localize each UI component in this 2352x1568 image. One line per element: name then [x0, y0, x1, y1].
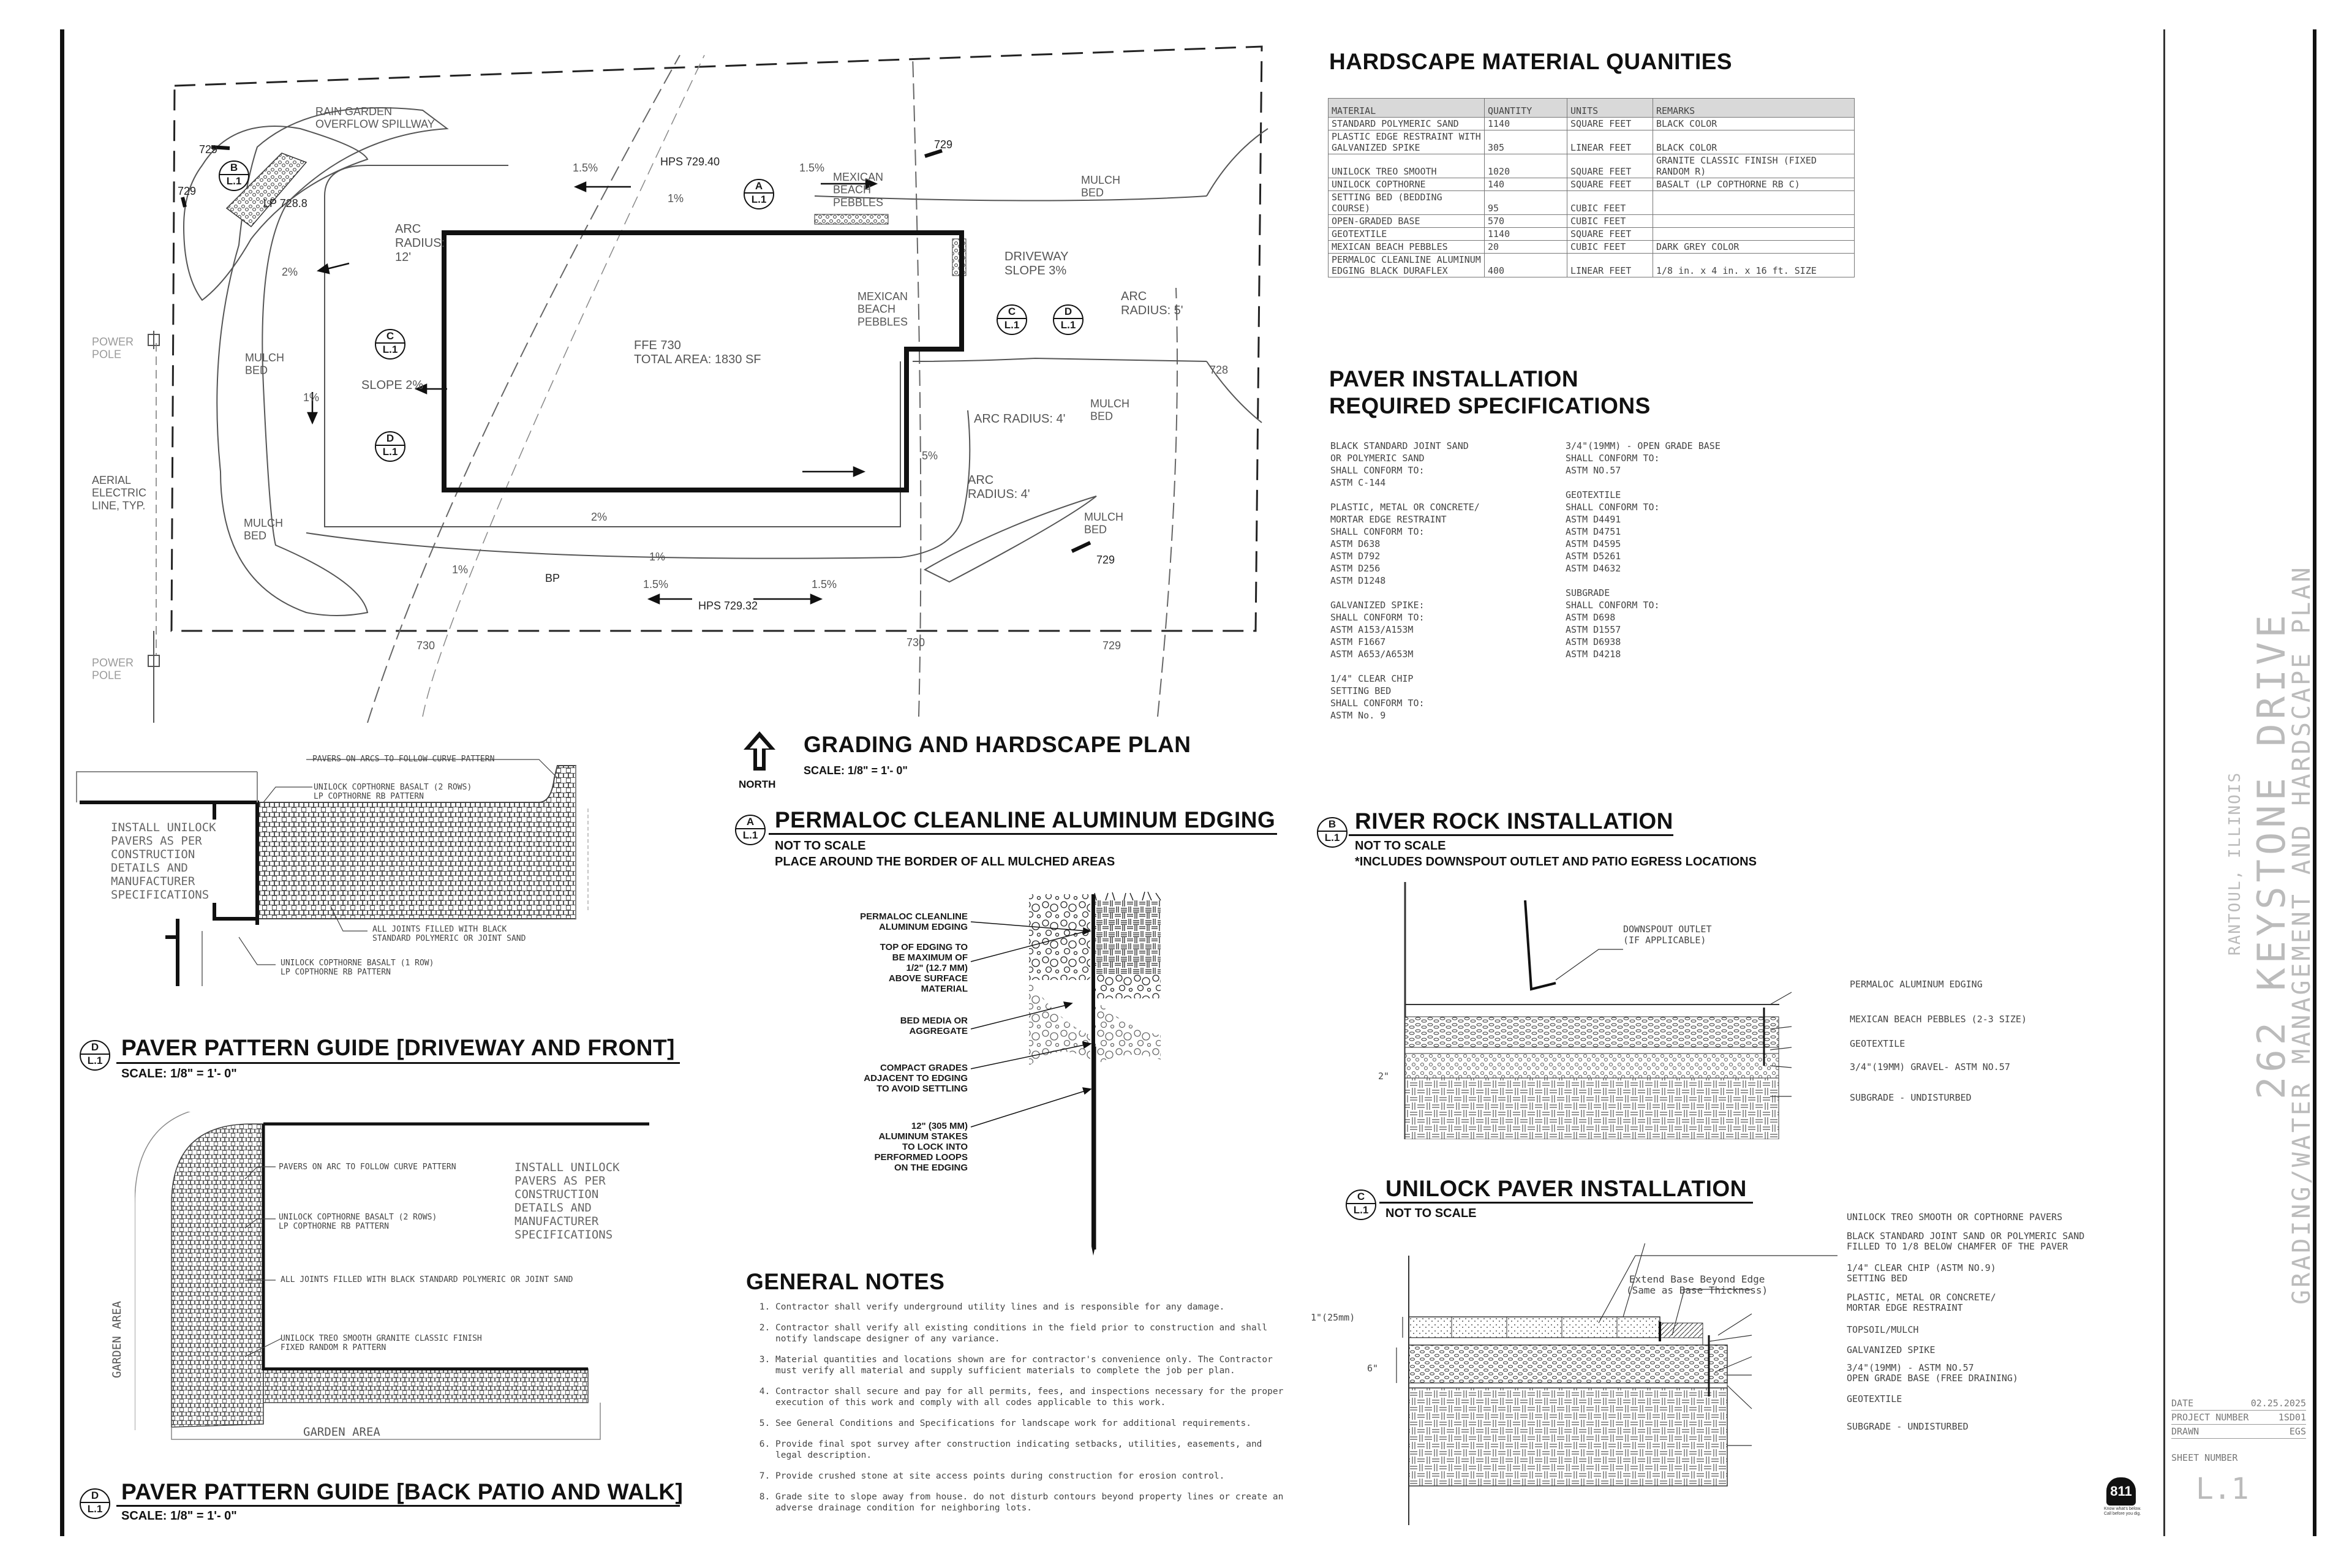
label-729-d: 729 [1096, 554, 1115, 566]
d2-callout-1: PAVERS ON ARC TO FOLLOW CURVE PATTERN [279, 1163, 456, 1172]
th-remarks: REMARKS [1653, 99, 1855, 118]
bubble-b-plan[interactable]: B L.1 [219, 160, 249, 191]
table-cell: 570 [1485, 215, 1567, 228]
pebble-strip-top [815, 214, 888, 224]
table-row [1329, 241, 1855, 254]
materials-table [1328, 98, 1855, 277]
detail-a-callout-2: TOP OF EDGING TO BE MAXIMUM OF 1/2" (12.7 MM) ABOVE SURFACE MATERIAL [880, 942, 968, 994]
label-728: 728 [1210, 364, 1229, 376]
detail-b-dim: 2" [1378, 1071, 1390, 1082]
driveway-edge-bottom [913, 358, 1207, 361]
list-item: 7. Provide crushed stone at site access points during construction for erosion control. [775, 1471, 1292, 1482]
d1-scale: SCALE: 1/8" = 1'- 0" [121, 1067, 237, 1080]
table-row [1329, 118, 1855, 130]
detail-c-dim1: 1"(25mm) [1311, 1312, 1355, 1323]
label-729-a: 729 [199, 143, 218, 156]
north-label: NORTH [739, 778, 776, 790]
d1-callout-3: ALL JOINTS FILLED WITH BLACK STANDARD POLYMERIC OR JOINT SAND [372, 925, 526, 943]
detail-c-callout-2: BLACK STANDARD JOINT SAND OR POLYMERIC SAND FILLED TO 1/8 BELOW CHAMFER OF THE PAVER [1847, 1231, 2085, 1252]
contour-730c [423, 55, 704, 717]
label-power-pole-1: POWER POLE [92, 336, 134, 361]
label-hps-top: HPS 729.40 [660, 156, 720, 168]
label-mulch-5: MULCH BED [244, 517, 284, 542]
d1-callout-2: UNILOCK COPTHORNE BASALT (2 ROWS) LP COPTHORNE RB PATTERN [314, 783, 472, 801]
label-1-a: 1% [668, 192, 684, 205]
walk-bottom [306, 410, 970, 559]
d2-scale: SCALE: 1/8" = 1'- 0" [121, 1509, 237, 1523]
d2-callout-3: ALL JOINTS FILLED WITH BLACK STANDARD POLYMERIC OR JOINT SAND [281, 1275, 573, 1284]
table-cell: SQUARE FEET [1567, 228, 1653, 241]
detail-b-downspout: DOWNSPOUT OUTLET (IF APPLICABLE) [1623, 924, 1712, 946]
detail-b-callout-5: SUBGRADE - UNDISTURBED [1850, 1092, 1972, 1103]
label-729-c: 729 [934, 138, 953, 151]
d1-title: PAVER PATTERN GUIDE [DRIVEWAY AND FRONT] [121, 1035, 675, 1060]
detail-c-callout-1: UNILOCK TREO SMOOTH OR COPTHORNE PAVERS [1847, 1212, 2063, 1223]
th-units: UNITS [1567, 99, 1653, 118]
bubble-c-plan-2[interactable]: C L.1 [997, 304, 1027, 335]
bubble-b[interactable]: B L.1 [1317, 817, 1348, 848]
table-cell: GRANITE CLASSIC FINISH (FIXED RANDOM R) [1653, 154, 1855, 178]
list-item: 4. Contractor shall secure and pay for all permits, fees, and inspections necessary for the proper execution of this work and comply with all codes applicable to this work. [775, 1386, 1292, 1408]
table-cell: CUBIC FEET [1567, 191, 1653, 215]
label-pebbles-mid: MEXICAN BEACH PEBBLES [858, 290, 908, 328]
label-pebbles-top: MEXICAN BEACH PEBBLES [833, 171, 884, 209]
detail-c-title: UNILOCK PAVER INSTALLATION [1385, 1176, 1747, 1201]
bubble-d-plan-1[interactable]: D L.1 [375, 431, 405, 462]
table-cell: LINEAR FEET [1567, 130, 1653, 154]
sheet-number: L.1 [2196, 1472, 2249, 1506]
detail-b-callout-1: PERMALOC ALUMINUM EDGING [1850, 979, 1983, 990]
label-15-d: 1.5% [812, 578, 837, 590]
table-cell: SQUARE FEET [1567, 118, 1653, 130]
table-cell [1653, 228, 1855, 241]
list-item: 3. Material quantities and locations shown are for contractor's convenience only. The Contractor must verify all material and supply sufficient materials to complete the job per plan. [775, 1354, 1292, 1376]
list-item: 2. Contractor shall verify all existing conditions in the field prior to construction and shall notify landscape designer of any variance. [775, 1322, 1292, 1344]
table-cell: BASALT (LP COPTHORNE RB C) [1653, 178, 1855, 191]
detail-c-sub1: NOT TO SCALE [1385, 1207, 1477, 1220]
label-15-c: 1.5% [643, 578, 669, 590]
table-row [1329, 215, 1855, 228]
d1-install-note: INSTALL UNILOCK PAVERS AS PER CONSTRUCTION DETAILS AND MANUFACTURER SPECIFICATIONS [107, 820, 220, 903]
table-cell: GEOTEXTILE [1329, 228, 1485, 241]
table-row [1329, 130, 1855, 154]
drawn-label: DRAWN [2171, 1426, 2199, 1437]
table-row [1329, 228, 1855, 241]
table-cell: CUBIC FEET [1567, 241, 1653, 254]
general-notes [753, 1302, 1292, 1523]
d2-title: PAVER PATTERN GUIDE [BACK PATIO AND WALK] [121, 1479, 684, 1504]
detail-a-callout-5: 12" (305 MM) ALUMINUM STAKES TO LOCK INTO PERFORMED LOOPS ON THE EDGING [874, 1121, 968, 1173]
detail-b-title: RIVER ROCK INSTALLATION [1355, 809, 1673, 834]
label-arc-4b: ARC RADIUS: 4' [968, 473, 1030, 501]
label-power-pole-2: POWER POLE [92, 657, 134, 682]
label-2-a: 2% [282, 266, 298, 278]
table-cell: PERMALOC CLEANLINE ALUMINUM EDGING BLACK DURAFLEX [1329, 254, 1485, 277]
table-cell: 1020 [1485, 154, 1567, 178]
project-label: PROJECT NUMBER [2171, 1412, 2249, 1423]
d2-callout-4: UNILOCK TREO SMOOTH GRANITE CLASSIC FINISH FIXED RANDOM R PATTERN [281, 1334, 482, 1352]
plan-scale: SCALE: 1/8" = 1'- 0" [804, 764, 908, 777]
sheet-left-border [60, 29, 64, 1536]
bubble-a-plan[interactable]: A L.1 [744, 179, 774, 209]
table-cell: 1140 [1485, 118, 1567, 130]
bubble-d2[interactable]: D L.1 [80, 1488, 110, 1519]
label-mulch-3: MULCH BED [1090, 398, 1130, 423]
detail-b-drawing [1403, 882, 1807, 1139]
label-730-b: 730 [907, 636, 925, 649]
detail-c-callout-5: TOPSOIL/MULCH [1847, 1324, 1919, 1335]
table-cell: SQUARE FEET [1567, 154, 1653, 178]
label-729-b: 729 [178, 185, 197, 197]
detail-c-callout-6: GALVANIZED SPIKE [1847, 1344, 1936, 1355]
label-1-d: 1% [303, 391, 320, 404]
table-cell [1653, 215, 1855, 228]
title-block-address: 262 KEYSTONE DRIVE [2249, 611, 2294, 1099]
detail-c-callout-7: 3/4"(19MM) - ASTM NO.57 OPEN GRADE BASE (FREE DRAINING) [1847, 1362, 2018, 1384]
table-cell: 1/8 in. x 4 in. x 16 ft. SIZE [1653, 254, 1855, 277]
label-2-b: 2% [591, 511, 608, 523]
d2-garden-area-side: GARDEN AREA [110, 1301, 124, 1378]
bubble-d1[interactable]: D L.1 [80, 1040, 110, 1071]
table-cell: LINEAR FEET [1567, 254, 1653, 277]
bubble-c[interactable]: C L.1 [1346, 1189, 1376, 1220]
table-cell: UNILOCK TREO SMOOTH [1329, 154, 1485, 178]
detail-b-callout-3: GEOTEXTILE [1850, 1038, 1905, 1049]
table-cell: 1140 [1485, 228, 1567, 241]
materials-title: HARDSCAPE MATERIAL QUANITIES [1329, 49, 1733, 74]
th-material: MATERIAL [1329, 99, 1485, 118]
table-cell: DARK GREY COLOR [1653, 241, 1855, 254]
detail-a-title: PERMALOC CLEANLINE ALUMINUM EDGING [775, 807, 1276, 832]
d2-paver-field [172, 1124, 263, 1427]
label-arc-4a: ARC RADIUS: 4' [974, 412, 1066, 426]
detail-b-callout-4: 3/4"(19MM) GRAVEL- ASTM NO.57 [1850, 1061, 2010, 1072]
label-mulch-4: MULCH BED [1084, 511, 1124, 536]
table-row [1329, 191, 1855, 215]
detail-c-callout-8: GEOTEXTILE [1847, 1393, 1902, 1404]
table-cell: 95 [1485, 191, 1567, 215]
detail-b-underline [1349, 834, 1673, 836]
list-item: 8. Grade site to slope away from house. do not disturb contours beyond property lines or create an adverse drainage condition for neighboring lots. [775, 1491, 1292, 1513]
d2-walk [263, 1369, 588, 1403]
date-value: 02.25.2025 [2250, 1398, 2306, 1409]
specs-column-1: BLACK STANDARD JOINT SAND OR POLYMERIC SAND SHALL CONFORM TO: ASTM C-144 PLASTIC, METAL OR CONCRETE/ MORTAR EDGE RESTRAINT SHALL CONFORM TO: ASTM D638 ASTM D792 ASTM D256 ASTM D1248 GALVANIZED SPIKE: SHALL CONFORM TO: ASTM A153/A153M ASTM F1667 ASTM A653/A653M 1/4" CLEAR CHIP SETTING BED SHALL CONFORM TO: ASTM No. 9 [1330, 440, 1480, 721]
title-block-divider [2163, 29, 2165, 1536]
bubble-a[interactable]: A L.1 [735, 815, 766, 845]
label-arc-5: ARC RADIUS: 5' [1121, 290, 1183, 317]
detail-a-leaders [959, 913, 1099, 1133]
label-730-a: 730 [417, 639, 435, 652]
date-label: DATE [2171, 1398, 2194, 1409]
bubble-d-plan-2[interactable]: D L.1 [1053, 304, 1084, 335]
d2-callout-2: UNILOCK COPTHORNE BASALT (2 ROWS) LP COPTHORNE RB PATTERN [279, 1213, 437, 1231]
detail-c-dim2: 6" [1367, 1363, 1379, 1374]
label-15-b: 1.5% [799, 162, 825, 174]
detail-c-extend: Extend Base Beyond Edge (Same as Base Thickness) [1626, 1273, 1768, 1296]
table-cell: SQUARE FEET [1567, 178, 1653, 191]
specs-title-2: REQUIRED SPECIFICATIONS [1329, 393, 1651, 418]
swale-right [925, 496, 1096, 582]
title-block-info [2171, 1396, 2306, 1506]
detail-c-underline [1379, 1202, 1753, 1204]
label-hps-bottom: HPS 729.32 [698, 600, 758, 612]
th-quantity: QUANTITY [1485, 99, 1567, 118]
detail-a-sub2: PLACE AROUND THE BORDER OF ALL MULCHED AREAS [775, 855, 1115, 869]
specs-title-1: PAVER INSTALLATION [1329, 366, 1579, 391]
table-cell: SETTING BED (BEDDING COURSE) [1329, 191, 1485, 215]
table-cell: CUBIC FEET [1567, 215, 1653, 228]
detail-c-callout-9: SUBGRADE - UNDISTURBED [1847, 1421, 1969, 1432]
title-block-sheet-title: GRADING/WATER MANAGEMENT AND HARDSCAPE PLAN [2288, 565, 2316, 1305]
title-block-city: RANTOUL, ILLINOIS [2226, 771, 2244, 956]
d2-install-note: INSTALL UNILOCK PAVERS AS PER CONSTRUCTION DETAILS AND MANUFACTURER SPECIFICATIONS [514, 1161, 620, 1242]
d1-callout-4: UNILOCK COPTHORNE BASALT (1 ROW) LP COPTHORNE RB PATTERN [281, 959, 434, 977]
patio-edge [325, 165, 900, 527]
table-row [1329, 254, 1855, 277]
table-cell: STANDARD POLYMERIC SAND [1329, 118, 1485, 130]
table-cell: MEXICAN BEACH PEBBLES [1329, 241, 1485, 254]
label-slope-2: SLOPE 2% [361, 379, 424, 392]
detail-a-callout-4: COMPACT GRADES ADJACENT TO EDGING TO AVOID SETTLING [864, 1063, 968, 1094]
table-cell: 20 [1485, 241, 1567, 254]
contour-729 [1158, 288, 1177, 717]
table-cell: 400 [1485, 254, 1567, 277]
detail-b-sub2: *INCLUDES DOWNSPOUT OUTLET AND PATIO EGRESS LOCATIONS [1355, 855, 1757, 869]
north-arrow [741, 730, 778, 773]
label-driveway-slope: DRIVEWAY SLOPE 3% [1005, 250, 1069, 277]
sheet-number-label: SHEET NUMBER [2171, 1452, 2238, 1463]
table-cell: 305 [1485, 130, 1567, 154]
list-item: 6. Provide final spot survey after construction indicating setbacks, utilities, easements, and legal description. [775, 1439, 1292, 1461]
drawn-value: EGS [2289, 1426, 2306, 1437]
detail-a-callout-3: BED MEDIA OR AGGREGATE [900, 1016, 968, 1036]
table-cell: 140 [1485, 178, 1567, 191]
table-cell: BLACK COLOR [1653, 130, 1855, 154]
label-5: 5% [922, 450, 938, 462]
detail-b-callout-2: MEXICAN BEACH PEBBLES (2-3 SIZE) [1850, 1014, 2027, 1025]
contour-730b [913, 55, 921, 717]
property-line [172, 47, 1262, 631]
label-ffe: FFE 730 TOTAL AREA: 1830 SF [634, 339, 761, 366]
d2-title-underline [116, 1505, 680, 1507]
notes-title: GENERAL NOTES [746, 1269, 945, 1294]
label-lp: LP 728.8 [263, 197, 307, 209]
bubble-c-plan-1[interactable]: C L.1 [375, 329, 405, 360]
table-cell: OPEN-GRADED BASE [1329, 215, 1485, 228]
d1-title-underline [116, 1062, 680, 1064]
detail-a-sub1: NOT TO SCALE [775, 839, 866, 853]
label-aerial: AERIAL ELECTRIC LINE, TYP. [92, 474, 147, 512]
project-value: 1SD01 [2278, 1412, 2306, 1423]
detail-a-callout-1: PERMALOC CLEANLINE ALUMINUM EDGING [860, 911, 968, 932]
label-mulch-2: MULCH BED [245, 352, 285, 377]
detail-c-callout-4: PLASTIC, METAL OR CONCRETE/ MORTAR EDGE RESTRAINT [1847, 1292, 1996, 1313]
label-729-e: 729 [1102, 639, 1121, 652]
d1-house [165, 919, 178, 986]
list-item: 5. See General Conditions and Specifications for landscape work for additional requirements. [775, 1418, 1292, 1429]
detail-a-underline [769, 833, 1277, 835]
list-item: 1. Contractor shall verify underground utility lines and is responsible for any damage. [775, 1302, 1292, 1313]
table-cell [1653, 191, 1855, 215]
label-arc-12: ARC RADIUS: 12' [395, 222, 445, 264]
table-row [1329, 178, 1855, 191]
label-1-c: 1% [452, 564, 469, 576]
grading-hardscape-plan [80, 43, 1305, 741]
811-logo: 811 Know what's below. Call before you dig. [2104, 1477, 2138, 1517]
table-row [1329, 154, 1855, 178]
detail-b-sub1: NOT TO SCALE [1355, 839, 1446, 853]
table-cell: BLACK COLOR [1653, 118, 1855, 130]
table-cell: UNILOCK COPTHORNE [1329, 178, 1485, 191]
detail-c-callout-3: 1/4" CLEAR CHIP (ASTM NO.9) SETTING BED [1847, 1262, 1996, 1284]
table-cell: PLASTIC EDGE RESTRAINT WITH GALVANIZED SPIKE [1329, 130, 1485, 154]
specs-column-2: 3/4"(19MM) - OPEN GRADE BASE SHALL CONFORM TO: ASTM NO.57 GEOTEXTILE SHALL CONFORM TO: ASTM D4491 ASTM D4751 ASTM D4595 ASTM D5261 ASTM D4632 SUBGRADE SHALL CONFORM TO: ASTM D698 ASTM D1557 ASTM D6938 ASTM D4218 [1566, 440, 1721, 660]
label-bp: BP [545, 572, 560, 584]
d1-callout-1: PAVERS ON ARCS TO FOLLOW CURVE PATTERN [312, 755, 495, 764]
label-rain-garden: RAIN GARDEN OVERFLOW SPILLWAY [315, 105, 435, 130]
materials-table-body [1329, 118, 1855, 277]
plan-title: GRADING AND HARDSCAPE PLAN [804, 732, 1191, 757]
d2-garden-area-bottom: GARDEN AREA [303, 1425, 380, 1439]
label-15-a: 1.5% [573, 162, 598, 174]
label-1-b: 1% [649, 551, 666, 563]
label-mulch-1: MULCH BED [1081, 174, 1121, 199]
